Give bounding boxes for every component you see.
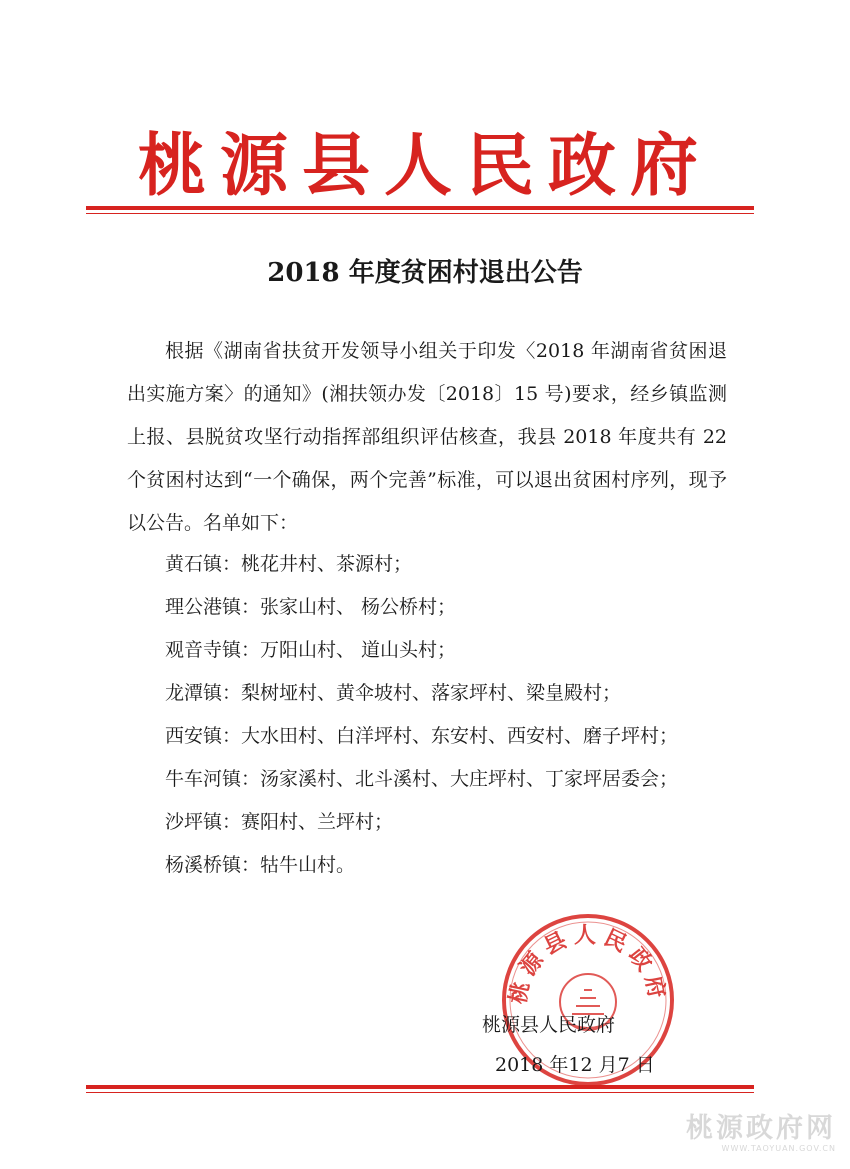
body-paragraph xyxy=(127,330,727,545)
signature-org: 桃源县人民政府 xyxy=(482,1014,616,1036)
list-item: 龙潭镇：梨树垭村、黄伞坡村、落家坪村、梁皇殿村； xyxy=(165,682,622,704)
list-item: 杨溪桥镇：牯牛山村。 xyxy=(165,854,356,876)
letterhead-title: 桃源县人民政府 xyxy=(137,126,712,206)
watermark-url: WWW.TAOYUAN.GOV.CN xyxy=(721,1144,836,1153)
footer-rule-thin xyxy=(86,1092,754,1093)
signature-date: 2018 年12 月7 日 xyxy=(495,1054,655,1076)
paragraph-text: 根据《湖南省扶贫开发领导小组关于印发〈2018 年湖南省贫困退出实施方案〉的通知》(湘扶领办发〔2018〕15 号)要求，经乡镇监测上报、县脱贫攻坚行动指挥部组织评估核查，我县 2018 年度共有 22 个贫困村达到“一个确保，两个完善”标准，可以退出贫困村序列，现予以公告。名单如下： xyxy=(127,340,727,534)
letterhead-rule-thin xyxy=(86,213,754,214)
list-item: 沙坪镇：赛阳村、兰坪村； xyxy=(165,811,394,833)
village-list xyxy=(165,543,765,887)
footer-rule-thick xyxy=(86,1085,754,1089)
svg-text:桃源县人民政府: 桃源县人民政府 xyxy=(504,922,672,1007)
watermark-name: 桃源政府网 xyxy=(686,1113,836,1144)
list-item: 牛车河镇：汤家溪村、北斗溪村、大庄坪村、丁家坪居委会； xyxy=(165,768,679,790)
site-watermark xyxy=(686,1114,836,1153)
document-title: 2018 年度贫困村退出公告 xyxy=(267,258,583,288)
list-item: 理公港镇：张家山村、 杨公桥村； xyxy=(165,596,457,618)
letterhead-rule-thick xyxy=(86,206,754,210)
list-item: 西安镇：大水田村、白洋坪村、东安村、西安村、磨子坪村； xyxy=(165,725,679,747)
list-item: 黄石镇：桃花井村、茶源村； xyxy=(165,553,413,575)
list-item: 观音寺镇：万阳山村、 道山头村； xyxy=(165,639,457,661)
